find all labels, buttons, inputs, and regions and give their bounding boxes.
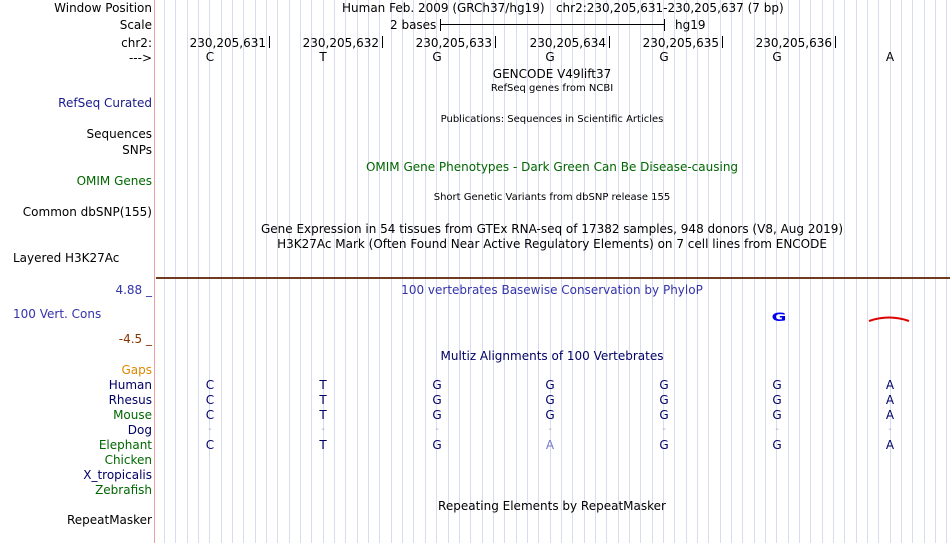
position-tick-label: 230,205,636 — [755, 36, 832, 50]
alignment-base: T — [319, 408, 327, 422]
alignment-base: - — [662, 424, 666, 435]
gridline — [799, 0, 800, 543]
chrom-label[interactable]: chr2: — [121, 36, 152, 50]
gridline — [459, 0, 460, 543]
reference-base: G — [545, 50, 555, 64]
gridline — [708, 0, 709, 543]
gridline — [754, 0, 755, 543]
reference-base: A — [885, 50, 895, 64]
position-tick-mark — [722, 36, 723, 48]
gridline — [334, 0, 335, 543]
position-tick-mark — [269, 36, 270, 48]
reference-base: G — [659, 50, 669, 64]
gridline — [425, 0, 426, 543]
alignment-base: G — [659, 438, 669, 452]
gridline — [810, 0, 811, 543]
alignment-base: G — [772, 408, 782, 422]
species-label-chicken[interactable]: Chicken — [104, 453, 152, 467]
species-label-rhesus[interactable]: Rhesus — [108, 393, 152, 407]
gridline — [912, 0, 913, 543]
phylop-track-title[interactable]: 100 vertebrates Basewise Conservation by PhyloP — [401, 283, 703, 297]
gridline — [289, 0, 290, 543]
alignment-base: - — [208, 424, 212, 435]
conservation-logo-g — [756, 309, 802, 323]
alignment-base: - — [888, 424, 892, 435]
species-label-human[interactable]: Human — [108, 378, 152, 392]
gridline — [776, 0, 777, 543]
gridline — [323, 0, 324, 543]
gridline — [436, 0, 437, 543]
gridline — [935, 0, 936, 543]
dbsnp-track-label[interactable]: Common dbSNP(155) — [22, 205, 152, 219]
alignment-base: G — [659, 408, 669, 422]
alignment-base: G — [772, 438, 782, 452]
gridline — [720, 0, 721, 543]
reference-base: C — [205, 50, 215, 64]
alignment-base: T — [319, 378, 327, 392]
gridline — [345, 0, 346, 543]
alignment-base: G — [432, 378, 442, 392]
alignment-base: A — [885, 438, 895, 452]
snps-track-label[interactable]: SNPs — [122, 143, 152, 157]
position-tick-label: 230,205,634 — [529, 36, 606, 50]
species-label-elephant[interactable]: Elephant — [98, 438, 152, 452]
position-tick-mark — [835, 36, 836, 48]
refseq-track-subtitle[interactable]: RefSeq genes from NCBI — [490, 83, 614, 94]
alignment-base: T — [319, 438, 327, 452]
dbsnp-track-title[interactable]: Short Genetic Variants from dbSNP release 155 — [433, 192, 671, 203]
gridline — [357, 0, 358, 543]
gridline — [640, 0, 641, 543]
gridline — [187, 0, 188, 543]
h3k27ac-track-label[interactable]: Layered H3K27Ac — [13, 251, 120, 265]
gridline — [878, 0, 879, 543]
alignment-base: A — [885, 393, 895, 407]
h3k27ac-track-title[interactable]: H3K27Ac Mark (Often Found Near Active Regulatory Elements) on 7 cell lines from ENCODE — [277, 237, 827, 251]
position-tick-mark — [495, 36, 496, 48]
gridline — [209, 0, 210, 543]
alignment-base: G — [432, 438, 442, 452]
window-position-label: Window Position — [54, 1, 152, 15]
gridline — [697, 0, 698, 543]
alignment-base: G — [659, 378, 669, 392]
gridline — [266, 0, 267, 543]
gridline — [277, 0, 278, 543]
gridline — [788, 0, 789, 543]
gridline — [833, 0, 834, 543]
gridline — [742, 0, 743, 543]
gridline — [300, 0, 301, 543]
alignment-base: - — [435, 424, 439, 435]
position-tick-mark — [609, 36, 610, 48]
gridline — [255, 0, 256, 543]
refseq-track-label[interactable]: RefSeq Curated — [58, 96, 152, 110]
alignment-base: - — [548, 424, 552, 435]
phylop-track-label[interactable]: 100 Vert. Cons — [13, 307, 102, 321]
gridline — [652, 0, 653, 543]
gridline — [402, 0, 403, 543]
strand-arrow-label[interactable]: ---> — [128, 51, 152, 65]
phylop-max-value: 4.88 _ — [115, 283, 152, 297]
gridline — [946, 0, 947, 543]
gencode-track-title[interactable]: GENCODE V49lift37 — [492, 67, 612, 81]
position-tick-mark — [382, 36, 383, 48]
gridline — [629, 0, 630, 543]
gridline — [221, 0, 222, 543]
alignment-base: C — [205, 378, 215, 392]
sequences-track-label[interactable]: Sequences — [86, 127, 152, 141]
alignment-base: G — [545, 393, 555, 407]
conservation-logo-a — [867, 314, 911, 322]
omim-track-title[interactable]: OMIM Gene Phenotypes - Dark Green Can Be Disease-causing — [365, 160, 739, 174]
gridline — [822, 0, 823, 543]
reference-base: G — [432, 50, 442, 64]
gridline — [663, 0, 664, 543]
species-label-dog[interactable]: Dog — [127, 423, 152, 437]
alignment-base: A — [885, 408, 895, 422]
alignment-base: C — [205, 408, 215, 422]
phylop-min-value: -4.5 _ — [118, 332, 152, 346]
gridline — [391, 0, 392, 543]
alignment-base: T — [319, 393, 327, 407]
alignment-base: A — [545, 438, 555, 452]
position-tick-label: 230,205,631 — [189, 36, 266, 50]
gridline — [198, 0, 199, 543]
gridline — [482, 0, 483, 543]
species-label-zebrafish[interactable]: Zebrafish — [95, 483, 152, 497]
conservation-logo-g-letter: G — [771, 310, 787, 323]
gridline — [243, 0, 244, 543]
gridline — [379, 0, 380, 543]
gridline — [765, 0, 766, 543]
scale-bar-text: 2 bases — [390, 18, 437, 32]
alignment-base: G — [772, 393, 782, 407]
publications-track-title[interactable]: Publications: Sequences in Scientific Articles — [440, 114, 664, 125]
scale-bar — [440, 24, 665, 25]
gridline — [924, 0, 925, 543]
gridline — [618, 0, 619, 543]
gridline — [175, 0, 176, 543]
gridline — [867, 0, 868, 543]
position-tick-label: 230,205,632 — [302, 36, 379, 50]
alignment-base: A — [885, 378, 895, 392]
alignment-base: - — [775, 424, 779, 435]
alignment-base: C — [205, 393, 215, 407]
repeatmasker-track-label[interactable]: RepeatMasker — [66, 513, 152, 527]
track-group-divider — [156, 277, 950, 279]
gridline — [901, 0, 902, 543]
gridline — [856, 0, 857, 543]
gtex-track-title[interactable]: Gene Expression in 54 tissues from GTEx RNA-seq of 17382 samples, 948 donors (V8, Aug 2019) — [260, 222, 844, 236]
scale-assembly: hg19 — [675, 18, 706, 32]
repeatmasker-track-title[interactable]: Repeating Elements by RepeatMasker — [438, 499, 666, 513]
gridline — [448, 0, 449, 543]
reference-base: T — [319, 50, 327, 64]
gridline — [311, 0, 312, 543]
alignment-base: G — [659, 393, 669, 407]
position-tick-label: 230,205,633 — [415, 36, 492, 50]
alignment-base: G — [432, 393, 442, 407]
alignment-base: - — [321, 424, 325, 435]
position-tick-label: 230,205,635 — [642, 36, 719, 50]
gridline — [731, 0, 732, 543]
gridline — [232, 0, 233, 543]
gridline — [164, 0, 165, 543]
gridline — [686, 0, 687, 543]
species-label-x_tropicalis[interactable]: X_tropicalis — [83, 468, 152, 482]
gridline — [844, 0, 845, 543]
window-position-value[interactable]: Human Feb. 2009 (GRCh37/hg19) chr2:230,205,631-230,205,637 (7 bp) — [342, 1, 784, 15]
omim-track-label[interactable]: OMIM Genes — [76, 174, 152, 188]
gaps-track-label[interactable]: Gaps — [121, 363, 152, 377]
species-label-mouse[interactable]: Mouse — [113, 408, 152, 422]
alignment-base: G — [432, 408, 442, 422]
gridline — [413, 0, 414, 543]
reference-base: G — [772, 50, 782, 64]
gridline — [674, 0, 675, 543]
gridline — [470, 0, 471, 543]
gridline — [890, 0, 891, 543]
alignment-base: G — [545, 408, 555, 422]
gridline — [368, 0, 369, 543]
multiz-track-title[interactable]: Multiz Alignments of 100 Vertebrates — [440, 349, 664, 363]
alignment-base: G — [772, 378, 782, 392]
alignment-base: G — [545, 378, 555, 392]
scale-label: Scale — [119, 18, 152, 32]
alignment-base: C — [205, 438, 215, 452]
